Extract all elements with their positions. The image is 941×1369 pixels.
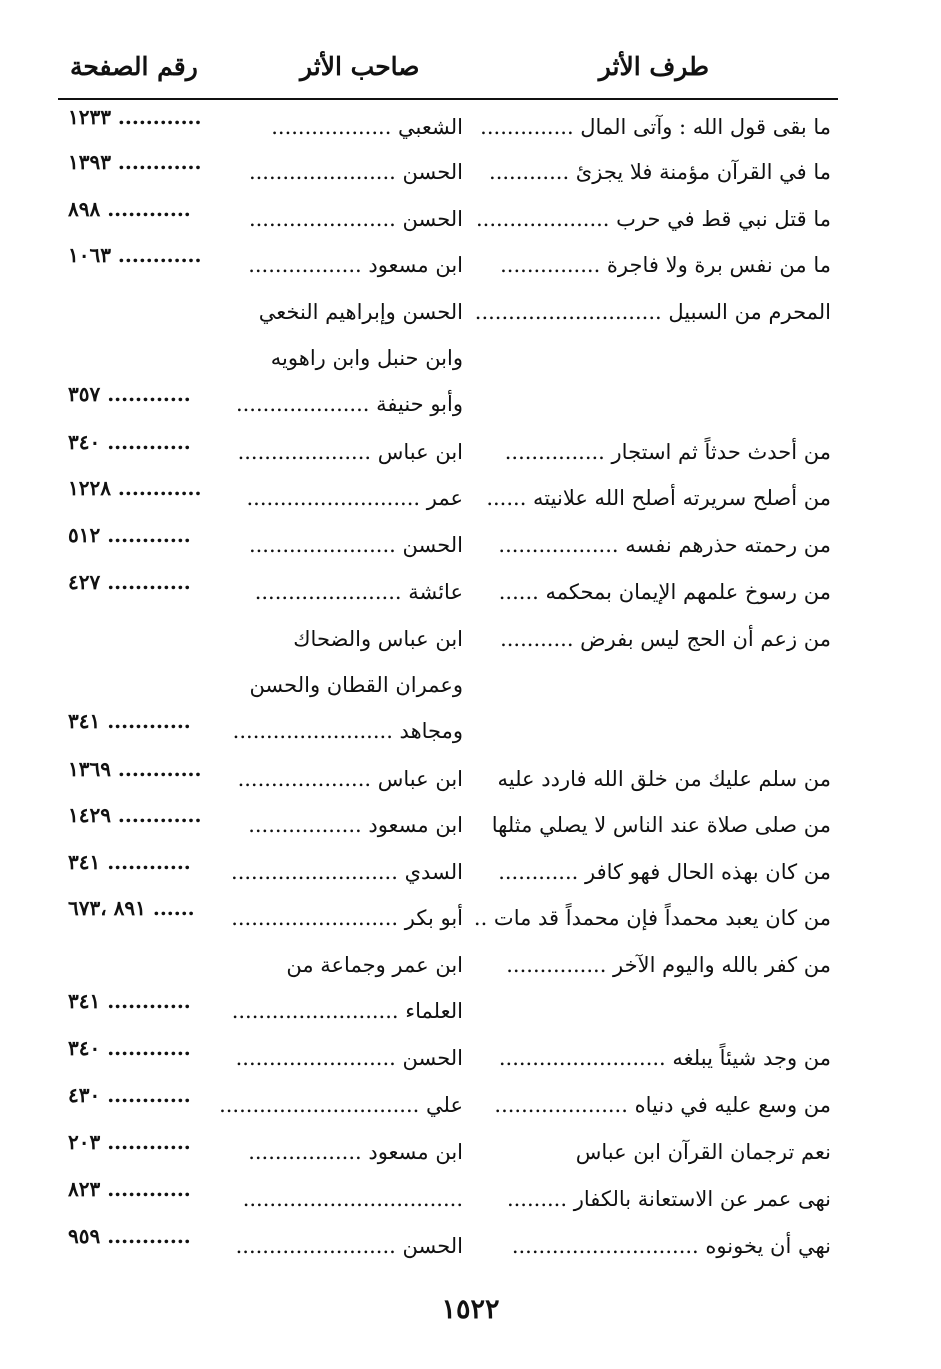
row-page-number: ٩٥٩ ............	[68, 1224, 191, 1248]
row-page-number: ٢٠٣ ............	[68, 1130, 191, 1154]
row-sahib: عمر ..........................	[246, 486, 463, 510]
row-sahib: الحسن ........................	[235, 1046, 463, 1070]
row-athar: ما قتل نبي قط في حرب ....................	[475, 207, 831, 231]
row-sahib: عائشة ......................	[254, 580, 463, 604]
row-sahib: وعمران القطان والحسن	[249, 673, 463, 697]
row-sahib: ابن عباس والضحاك	[293, 627, 463, 651]
row-athar: نعم ترجمان القرآن ابن عباس	[575, 1140, 831, 1164]
row-athar: من رسوخ علمهم الإيمان بمحكمه ......	[498, 580, 831, 604]
row-page-number: ١٣٦٩ ............	[68, 757, 202, 781]
row-page-number: ٣٥٧ ............	[68, 382, 191, 406]
row-athar: من كان بهذه الحال فهو كافر ............	[498, 860, 831, 884]
row-page-number: ١٠٦٣ ............	[68, 243, 202, 267]
row-athar: من وسع عليه في دنياه ....................	[494, 1093, 831, 1117]
row-page-number: ١٣٩٣ ............	[68, 150, 202, 174]
row-athar: من أصلح سريرته أصلح الله علانيته ......	[486, 486, 831, 510]
row-sahib: وأبو حنيفة ....................	[235, 392, 463, 416]
row-sahib: ومجاهد ........................	[232, 719, 463, 743]
row-sahib: الحسن ......................	[248, 533, 463, 557]
row-athar: ما من نفس برة ولا فاجرة ...............	[500, 253, 831, 277]
row-athar: من رحمته حذرهم نفسه ..................	[498, 533, 831, 557]
row-athar: من سلم عليك من خلق الله فاردد عليه	[497, 767, 831, 791]
row-page-number: ٤٣٠ ............	[68, 1083, 191, 1107]
row-athar: من وجد شيئاً يبلغه .........................	[498, 1046, 831, 1070]
row-page-number: ٤٢٧ ............	[68, 570, 191, 594]
row-page-number: ٣٤١ ............	[68, 709, 191, 733]
row-sahib: الحسن ......................	[248, 160, 463, 184]
row-sahib: الحسن ........................	[235, 1234, 463, 1258]
row-sahib: العلماء .........................	[231, 999, 463, 1023]
row-sahib: الحسن وإبراهيم النخعي	[258, 300, 463, 324]
row-athar: ما بقى قول الله : وآتى المال ..............	[480, 115, 831, 139]
row-sahib: ابن مسعود .................	[248, 253, 463, 277]
row-sahib: الحسن ......................	[248, 207, 463, 231]
row-sahib: وابن حنبل وابن راهويه	[270, 346, 463, 370]
row-athar: المحرم من السبيل ............................	[474, 300, 831, 324]
row-page-number: ٥١٢ ............	[68, 523, 191, 547]
row-athar: من كان يعبد محمداً فإن محمداً قد مات ..	[473, 906, 831, 930]
row-page-number: ٣٤٠ ............	[68, 430, 191, 454]
row-page-number: ١٢٣٣ ............	[68, 105, 202, 129]
row-page-number: ٣٤١ ............	[68, 850, 191, 874]
row-page-number: ٨٩١ ،٦٧٣ ......	[68, 896, 195, 920]
row-page-number: ٣٤١ ............	[68, 989, 191, 1013]
header-athar-end: طرف الأثر	[598, 52, 709, 81]
row-athar: من أحدث حدثاً ثم استجار ...............	[504, 440, 831, 464]
row-athar: نهي أن يخونوه ............................	[511, 1234, 831, 1258]
row-sahib: علي ..............................	[219, 1093, 463, 1117]
row-sahib: ابن عباس ....................	[237, 440, 463, 464]
row-sahib: ابن عباس ....................	[237, 767, 463, 791]
row-page-number: ١٢٢٨ ............	[68, 476, 202, 500]
row-sahib: السدي .........................	[231, 860, 463, 884]
row-page-number: ٨٩٨ ............	[68, 197, 191, 221]
row-athar: من زعم أن الحج ليس بفرض ...........	[500, 627, 831, 651]
row-page-number: ٨٢٣ ............	[68, 1177, 191, 1201]
row-athar: نهى عمر عن الاستعانة بالكفار .........	[506, 1187, 831, 1211]
row-sahib: ابن مسعود .................	[248, 1140, 463, 1164]
header-athar-owner: صاحب الأثر	[300, 52, 420, 81]
row-sahib: ابن مسعود .................	[248, 813, 463, 837]
header-page-number: رقم الصفحة	[70, 52, 198, 81]
row-sahib: الشعبي ..................	[271, 115, 463, 139]
row-page-number: ١٤٢٩ ............	[68, 803, 202, 827]
row-athar: من صلى صلاة عند الناس لا يصلي مثلها	[491, 813, 831, 837]
row-athar: ما في القرآن مؤمنة فلا يجزئ ............	[489, 160, 831, 184]
page-number: ١٥٢٢	[441, 1294, 500, 1325]
row-sahib: أبو بكر .........................	[231, 906, 463, 930]
row-sahib: .................................	[242, 1187, 463, 1211]
row-page-number: ٣٤٠ ............	[68, 1036, 191, 1060]
header-rule	[58, 98, 838, 100]
row-athar: من كفر بالله واليوم الآخر ...............	[506, 953, 831, 977]
row-sahib: ابن عمر وجماعة من	[286, 953, 463, 977]
